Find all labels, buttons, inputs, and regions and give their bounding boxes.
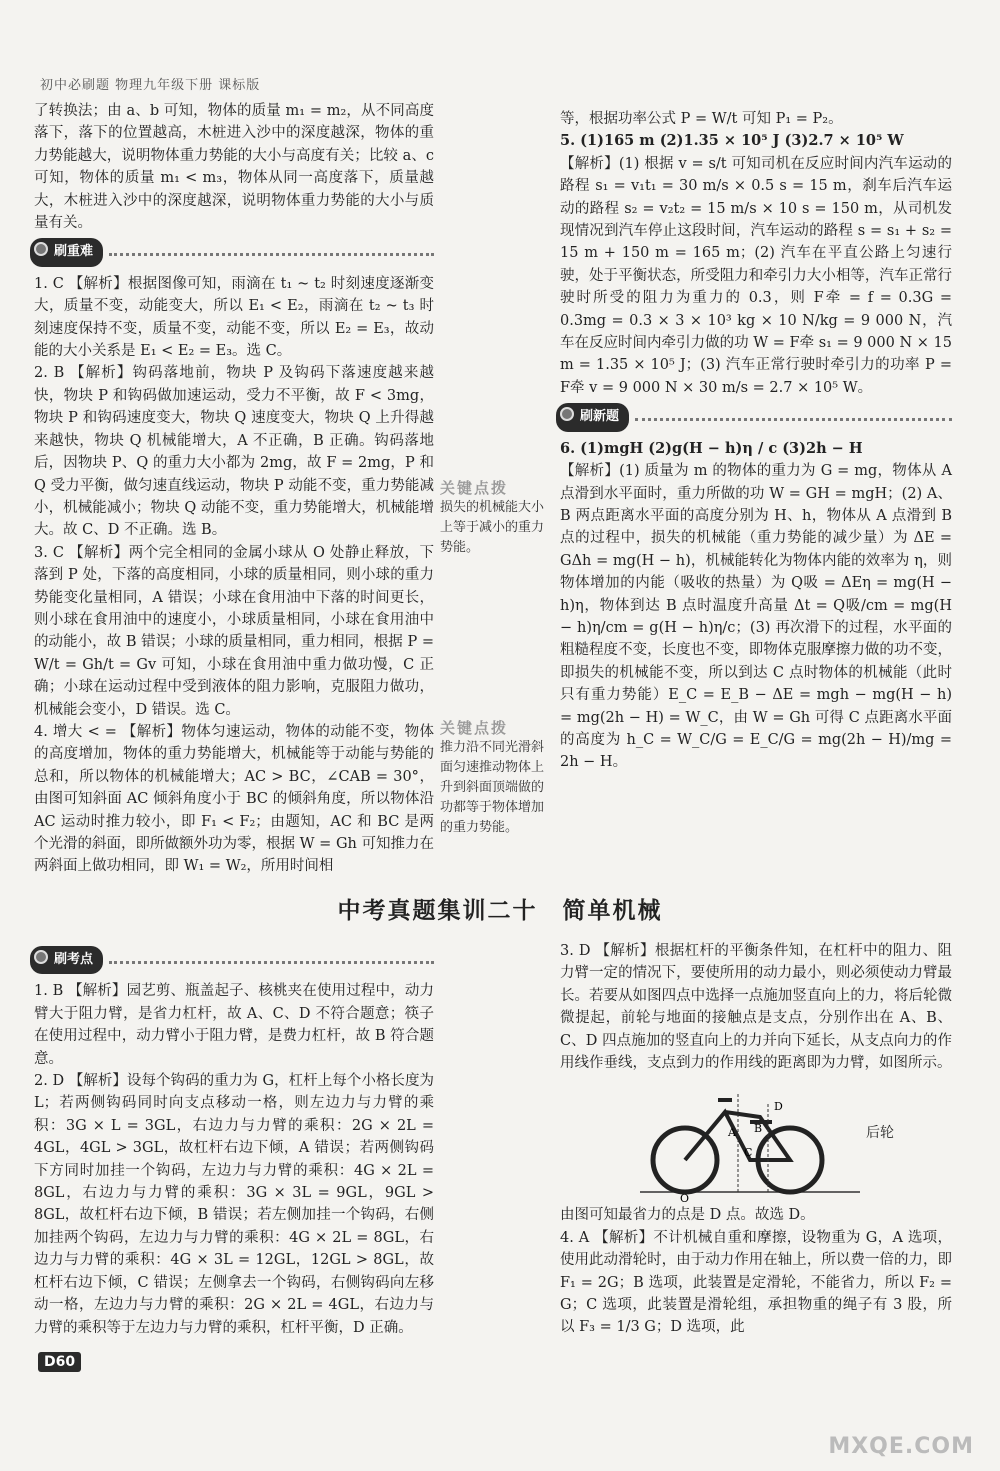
tip-box [440, 718, 552, 838]
right-column-top [560, 108, 952, 774]
dotted-rule [635, 418, 952, 421]
section-badge [30, 946, 434, 974]
label-d: D [774, 1100, 783, 1113]
tip-text: 损失的机械能大小上等于减小的重力势能。 [440, 500, 545, 555]
running-header: 初中必刷题 物理九年级下册 课标版 [40, 78, 261, 93]
rear-wheel-label: 后轮 [866, 1125, 894, 1141]
tip-title: 关键点拨 [440, 479, 509, 497]
answer-item: 3. C 【解析】两个完全相同的金属小球从 O 处静止释放，下落到 P 处，下落的高度相同，小球的质量相同，则小球的重力势能变化量相同，A 错误；小球在食用油中下落的时间更长，则小球在食用油中的速度小，小球质量相同，小球在食用油中的动能小，故 B 错误；小球的质量相同，重力相同，根据 P = W/t = Gh/t = Gv 可知，小球在食用油中重力做功慢，C 正确；小球在运动过程中受到液体的阻力影响，克服阻力做功，机械能会变小，D 错误。选 C。 [34, 544, 434, 718]
answer-item: 4. A 【解析】不计机械自重和摩擦，设物重为 G，A 选项，使用此动滑轮时，由于动力作用在轴上，所以费一倍的力，即 F₁ = 2G；B 选项，此装置是定滑轮，不能省力，所以 F₂ = G；C 选项，此装置是滑轮组，承担物重的绳子有 3 股，所以 F₃ = 1/3 G；D 选项，此 [560, 1229, 952, 1336]
label-b: B [754, 1122, 763, 1135]
watermark: MXQE.COM [828, 1434, 974, 1459]
label-c: C [744, 1146, 753, 1159]
tip-box [440, 478, 552, 558]
answer-item: 4. 增大 < = 【解析】物体匀速运动，物体的动能不变，物体的高度增加，物体的重力势能增大，机械能等于动能与势能的总和，所以物体的机械能增大；AC > BC，∠CAB = 30°，由图可知斜面 AC 倾斜角度小于 BC 的倾斜角度，所以物体沿 AC 运动时推力较小，即 F₁ < F₂；由题知，AC 和 BC 是两个光滑的斜面，即所做额外功为零，根据 W = Gh 可知推力在两斜面上做功相同，即 W₁ = W₂，所用时间相 [34, 723, 434, 875]
dotted-rule [109, 961, 434, 964]
left-column-top [34, 100, 434, 878]
paragraph: 等，根据功率公式 P = W/t 可知 P₁ = P₂。 [560, 111, 843, 127]
dotted-rule [109, 253, 434, 256]
paragraph: 了转换法；由 a、b 可知，物体的质量 m₁ = m₂，从不同高度落下，落下的位置越高，木桩进入沙中的深度越深，物体的重力势能越大，说明物体重力势能的大小与高度有关；比较 a、c 可知，物体的质量 m₁ < m₃，物体从同一高度落下，质量越大，木桩进入沙中的深度越深，说明物体重力势能的大小与质量有关。 [34, 103, 434, 232]
answer-item: 1. C 【解析】根据图像可知，雨滴在 t₁ ~ t₂ 时刻速度逐渐变大，质量不变，动能变大，所以 E₁ < E₂，雨滴在 t₂ ~ t₃ 时刻速度保持不变，质量不变，动能不变，所以 E₂ = E₃，故动能的大小关系是 E₁ < E₂ = E₃。选 C。 [34, 275, 434, 360]
answer-item: 1. B 【解析】园艺剪、瓶盖起子、核桃夹在使用过程中，动力臂大于阻力臂，是省力杠杆，故 A、C、D 不符合题意；筷子在使用过程中，动力臂小于阻力臂，是费力杠杆，故 B 符合题意。 [34, 983, 434, 1067]
section-title: 中考真题集训二十 简单机械 [337, 898, 663, 924]
answer-conclusion: 由图可知最省力的点是 D 点。故选 D。 [560, 1207, 815, 1224]
bicycle-lever-diagram [640, 1092, 860, 1202]
answer-item: 2. D 【解析】设每个钩码的重力为 G，杠杆上每个小格长度为 L；若两侧钩码同时向支点移动一格，则左边力与力臂的乘积：3G × L = 3GL，右边力与力臂的乘积：2G × 2L = 4GL，4GL > 3GL，故杠杆右边下倾，A 错误；若两侧钩码下方同时加挂一个钩码，左边力与力臂的乘积：4G × 2L = 8GL，右边力与力臂的乘积：3G × 3L = 9GL，9GL > 8GL，故杠杆右边下倾，B 错误；若左侧加挂一个钩码，右侧加挂两个钩码，左边力与力臂的乘积：4G × 2L = 8GL，右边力与力臂的乘积：4G × 3L = 12GL，12GL > 8GL，故杠杆右边下倾，C 错误；左侧拿去一个钩码，右侧钩码向左移动一格，左边力与力臂的乘积：2G × 2L = 4GL，右边力与力臂的乘积等于左边力与力臂的乘积，杠杆平衡，D 正确。 [34, 1073, 434, 1336]
answer-item: 2. B 【解析】钩码落地前，物块 P 及钩码下落速度越来越快，物块 P 和钩码做加速运动，受力不平衡，故 F < 3mg，物块 P 和钩码速度变大，物块 Q 速度变大，物块 Q 上升得越来越快，物块 Q 机械能增大，A 不正确，B 正确。钩码落地后，因物块 P、Q 的重力大小都为 2mg，故 F = 2mg，P 和 Q 受力平衡，做匀速直线运动，物块 P 动能不变，重力势能减小，机械能减小；物块 Q 动能不变，重力势能增大，机械能增大。故 C、D 不正确。选 B。 [34, 365, 434, 539]
page-number: D60 [38, 1352, 81, 1372]
left-column-bottom [34, 942, 434, 1339]
answer-item: 3. D 【解析】根据杠杆的平衡条件知，在杠杆中的阻力、阻力臂一定的情况下，要使所用的动力最小，则必须使动力臂最长。若要从如图四点中选择一点施加竖直向上的力，将后轮微微提起，前轮与地面的接触点是支点，分别作出在 A、B、C、D 四点施加的竖直向上的力并向下延长，从支点向力的作用线作垂线，支点到力的作用线的距离即为力臂，如图所示。 [560, 943, 952, 1072]
answer-explanation: 【解析】(1) 质量为 m 的物体的重力为 G = mg，物体从 A 点滑到水平面时，重力所做的功 W = GH = mgH；(2) A、B 两点距离水平面的高度分别为 H、h，物体从 A 点滑到 B 点的过程中，损失的机械能（重力势能的减少量）为 ΔE = GΔh = mg(H − h)，机械能转化为物体内能的效率为 η，则物体增加的内能（吸收的热量）为 Q吸 = ΔEη = mg(H − h)η，物体到达 B 点时温度升高量 Δt = Q吸/cm = mg(H − h)η/cm = g(H − h)η/c；(3) 再次滑下的过程，水平面的粗糙程度不变，长度也不变，即物体克服摩擦力做的功不变，即损失的机械能不变，所以到达 C 点时物体的机械能（此时只有重力势能）E_C = E_B − ΔE = mgh − mg(H − h) = mg(2h − H) = W_C，由 W = Gh 可得 C 点距离水平面的高度为 h_C = W_C/G = E_C/G = mg(2h − H)/mg = 2h − H。 [560, 463, 952, 771]
label-a: A [728, 1126, 736, 1139]
section-badge [30, 238, 434, 266]
badge-label: 刷新题 [556, 403, 629, 431]
answer-explanation: 【解析】(1) 根据 v = s/t 可知司机在反应时间内汽车运动的路程 s₁ = v₁t₁ = 30 m/s × 0.5 s = 15 m，刹车后汽车运动的路程 s₂ = v₂t₂ = 15 m/s × 10 s = 150 m，从司机发现情况到汽车停止这段时间，汽车运动的路程 s = s₁ + s₂ = 15 m + 150 m = 165 m；(2) 汽车在平直公路上匀速行驶，处于平衡状态，所受阻力和牵引力大小相等，汽车正常行驶时所受的阻力为重力的 0.3，则 F牵 = f = 0.3G = 0.3mg = 0.3 × 3 × 10³ kg × 10 N/kg = 9 000 N，汽车在反应时间内牵引力做的功 W = F牵 s₁ = 9 000 N × 15 m = 1.35 × 10⁵ J；(3) 汽车正常行驶时牵引力的功率 P = F牵 v = 9 000 N × 30 m/s = 2.7 × 10⁵ W。 [560, 155, 952, 396]
label-o: O [680, 1192, 690, 1202]
tip-text: 推力沿不同光滑斜面匀速推动物体上升到斜面顶端做的功都等于物体增加的重力势能。 [440, 740, 545, 835]
tip-title: 关键点拨 [440, 719, 509, 737]
answer-item-head: 6. (1)mgH (2)g(H − h)η / c (3)2h − H [560, 439, 863, 457]
section-badge [556, 403, 952, 431]
answer-item-head: 5. (1)165 m (2)1.35 × 10⁵ J (3)2.7 × 10⁵ W [560, 132, 904, 150]
badge-label: 刷考点 [30, 946, 103, 974]
badge-label: 刷重难 [30, 238, 103, 266]
